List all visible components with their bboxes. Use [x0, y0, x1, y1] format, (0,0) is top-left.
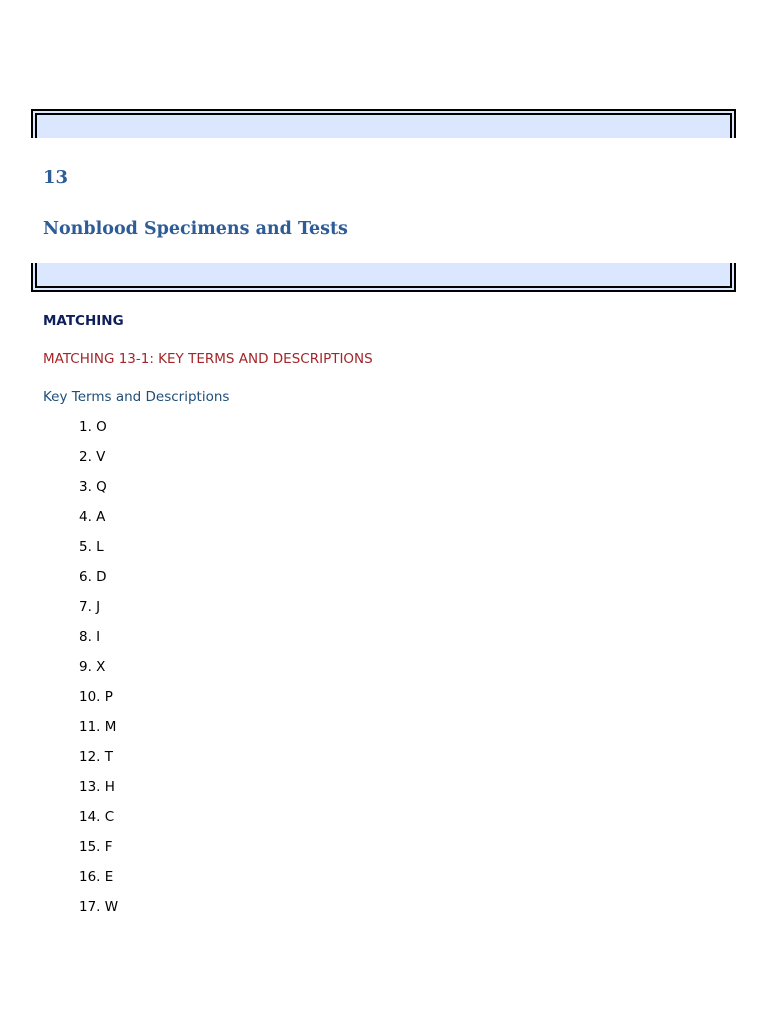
answer-item: 10. P [79, 689, 113, 705]
answer-item: 14. C [79, 809, 115, 825]
answer-item: 4. A [79, 509, 106, 525]
answer-item: 6. D [79, 569, 107, 585]
answer-item: 11. M [79, 719, 117, 735]
answer-list [79, 419, 118, 929]
answer-item: 17. W [79, 899, 119, 915]
answer-item: 12. T [79, 749, 114, 765]
answer-item: 3. Q [79, 479, 107, 495]
answer-item: 15. F [79, 839, 113, 855]
chapter-title: Nonblood Specimens and Tests [43, 219, 348, 239]
chapter-frame-bottom [31, 263, 736, 292]
section-heading: MATCHING [43, 313, 124, 329]
subsubsection-heading: Key Terms and Descriptions [43, 389, 230, 405]
answer-item: 9. X [79, 659, 106, 675]
chapter-number: 13 [43, 167, 69, 188]
chapter-frame-top [31, 109, 736, 138]
answer-item: 2. V [79, 449, 106, 465]
answer-item: 13. H [79, 779, 115, 795]
subsection-heading: MATCHING 13-1: KEY TERMS AND DESCRIPTIONS [43, 351, 373, 367]
answer-item: 5. L [79, 539, 104, 555]
answer-item: 1. O [79, 419, 107, 435]
answer-item: 16. E [79, 869, 114, 885]
answer-item: 7. J [79, 599, 101, 615]
answer-item: 8. I [79, 629, 101, 645]
